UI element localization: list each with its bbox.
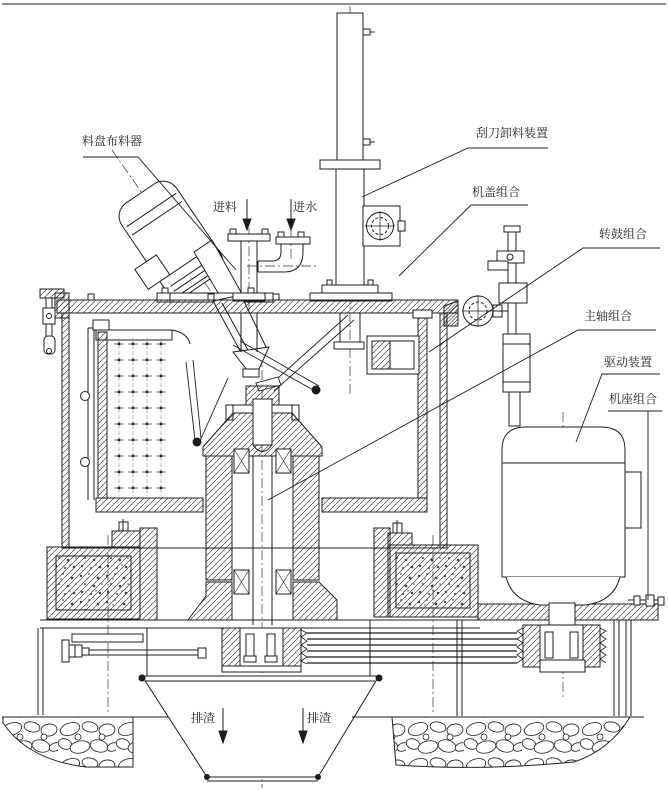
label-scraper-device: 刮刀卸料装置 [476, 126, 549, 140]
scraper-drive-head [363, 206, 405, 246]
spindle-pulley [222, 628, 307, 672]
centerlines [108, 6, 563, 788]
spindle-hub [188, 386, 337, 625]
inner-bearing-box [367, 336, 419, 374]
label-water-inlet: 进水 [293, 200, 318, 214]
label-distributor: 料盘布料器 [82, 134, 143, 148]
feed-arrow [243, 199, 251, 230]
v-belts [307, 633, 517, 663]
label-spindle-assembly: 主轴组合 [584, 309, 633, 323]
cover-lift-column [488, 226, 530, 426]
label-feed-inlet: 进料 [213, 200, 238, 214]
label-cover-assembly: 机盖组合 [472, 185, 521, 199]
label-base-assembly: 机座组合 [609, 392, 658, 406]
motor-pulley [517, 625, 606, 672]
label-discharge-left: 排渣 [191, 711, 216, 725]
label-discharge-right: 排渣 [307, 711, 332, 725]
label-drum-assembly: 转鼓组合 [599, 227, 648, 241]
discharge-hopper [139, 675, 382, 781]
drain-fitting [62, 640, 206, 662]
drive-motor [502, 427, 641, 625]
label-drive-unit: 驱动装置 [604, 355, 653, 369]
scraper-lift-cylinder [310, 13, 392, 349]
